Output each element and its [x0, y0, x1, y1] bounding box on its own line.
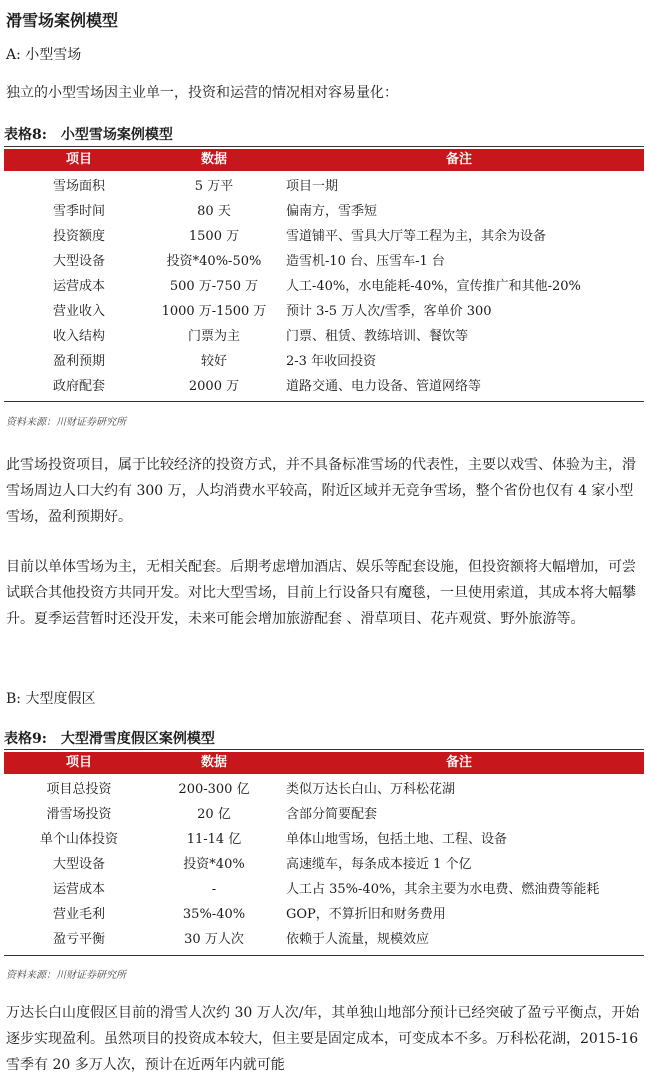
table-row [4, 802, 644, 827]
table-row [4, 374, 644, 399]
cell-item: 运营成本 [52, 279, 105, 294]
table-row [4, 274, 644, 299]
table-row [4, 777, 644, 802]
cell-note: 造雪机-10 台、压雪车-1 台 [286, 254, 445, 269]
table9-caption-label: 表格9: [4, 731, 47, 747]
cell-item: 政府配套 [52, 379, 105, 394]
section-a-intro: 独立的小型雪场因主业单一，投资和运营的情况相对容易量化： [6, 85, 398, 101]
cell-data: 20 亿 [197, 807, 231, 822]
table-row [4, 174, 644, 199]
cell-data: 投资*40%-50% [166, 254, 262, 269]
section-a-heading: A: 小型雪场 [6, 47, 82, 63]
cell-data: 较好 [200, 354, 227, 369]
cell-note: GOP，不算折旧和财务费用 [286, 907, 446, 922]
table-row [4, 827, 644, 852]
table8-bottom-rule [4, 401, 644, 402]
cell-data: 门票为主 [187, 329, 240, 344]
cell-item: 大型设备 [52, 857, 105, 872]
cell-item: 盈亏平衡 [52, 932, 105, 947]
table8-top-rule [4, 146, 644, 147]
table8-caption-title: 小型雪场案例模型 [60, 127, 173, 143]
table8-header-data: 数据 [200, 152, 227, 167]
cell-note: 人工-40%，水电能耗-40%，宣传推广和其他-20% [286, 279, 581, 294]
table-row [4, 324, 644, 349]
cell-note: 偏南方，雪季短 [286, 204, 378, 219]
cell-item: 营业毛利 [52, 907, 105, 922]
section-b-heading: B: 大型度假区 [6, 691, 96, 707]
table-row [4, 902, 644, 927]
cell-data: 11-14 亿 [186, 832, 242, 847]
cell-note: 类似万达长白山、万科松花湖 [286, 782, 456, 797]
paragraph-1: 此雪场投资项目，属于比较经济的投资方式，并不具备标准雪场的代表性，主要以戏雪、体验为主，滑雪场周边人口大约有 300 万，人均消费水平较高，附近区域并无竞争雪场，整个省份也仅有 4 家小型雪场，盈利预期好。 [6, 457, 636, 525]
cell-note: 含部分简要配套 [286, 807, 378, 822]
cell-note: 门票、租赁、教练培训、餐饮等 [286, 329, 469, 344]
paragraph-3: 万达长白山度假区目前的滑雪人次约 30 万人次/年，其单独山地部分预计已经突破了盈亏平衡点，开始逐步实现盈利。虽然项目的投资成本较大，但主要是固定成本，可变成本不多。万科松花湖，2015-16 雪季有 20 多万人次，预计在近两年内就可能 [6, 1005, 640, 1073]
table9-source: 资料来源：川财证券研究所 [6, 970, 126, 981]
cell-item: 雪场面积 [52, 179, 105, 194]
table8-body [4, 174, 644, 399]
cell-item: 单个山体投资 [39, 832, 118, 847]
table-row [4, 224, 644, 249]
cell-note: 人工占 35%-40%，其余主要为水电费、燃油费等能耗 [286, 882, 600, 897]
table8-header-note: 备注 [445, 152, 472, 167]
table8-header-item: 项目 [65, 152, 92, 167]
cell-note: 2-3 年收回投资 [286, 354, 377, 369]
cell-item: 滑雪场投资 [46, 807, 112, 822]
table8-caption-label: 表格8: [4, 127, 47, 143]
table9-header-note: 备注 [445, 755, 472, 770]
cell-data: 80 天 [197, 204, 231, 219]
cell-data: 5 万平 [194, 179, 234, 194]
table-row [4, 299, 644, 324]
table-row [4, 349, 644, 374]
cell-data: 投资*40% [183, 857, 245, 872]
page-title: 滑雪场案例模型 [6, 11, 119, 30]
cell-data: 35%-40% [182, 907, 246, 922]
cell-item: 收入结构 [52, 329, 105, 344]
table9-body [4, 777, 644, 952]
cell-data: - [211, 882, 217, 897]
table-row [4, 927, 644, 952]
cell-item: 雪季时间 [52, 204, 105, 219]
cell-note: 道路交通、电力设备、管道网络等 [286, 379, 482, 394]
cell-item: 营业收入 [52, 304, 105, 319]
table9-bottom-rule [4, 955, 644, 956]
cell-note: 预计 3-5 万人次/雪季，客单价 300 [286, 304, 492, 319]
table8-source: 资料来源：川财证券研究所 [6, 417, 126, 428]
cell-data: 2000 万 [188, 379, 240, 394]
table-row [4, 877, 644, 902]
cell-item: 大型设备 [52, 254, 105, 269]
cell-note: 依赖于人流量，规模效应 [286, 932, 430, 947]
cell-item: 盈利预期 [52, 354, 105, 369]
table9-caption-title: 大型滑雪度假区案例模型 [60, 731, 215, 747]
table8-header [4, 149, 644, 171]
cell-data: 1500 万 [188, 229, 240, 244]
cell-data: 500 万-750 万 [169, 279, 259, 294]
table-row [4, 852, 644, 877]
cell-data: 30 万人次 [184, 932, 244, 947]
table-row [4, 249, 644, 274]
cell-item: 运营成本 [52, 882, 105, 897]
cell-note: 雪道铺平、雪具大厅等工程为主，其余为设备 [286, 229, 547, 244]
cell-item: 项目总投资 [46, 782, 112, 797]
cell-data: 200-300 亿 [178, 782, 250, 797]
table9-header-item: 项目 [65, 755, 92, 770]
cell-note: 高速缆车，每条成本接近 1 个亿 [286, 857, 472, 872]
table-row [4, 199, 644, 224]
cell-item: 投资额度 [52, 229, 105, 244]
table9-header [4, 752, 644, 774]
cell-data: 1000 万-1500 万 [161, 304, 267, 319]
cell-note: 项目一期 [286, 179, 339, 194]
table9-header-data: 数据 [200, 755, 227, 770]
table9-caption [4, 728, 215, 748]
table9-top-rule [4, 749, 644, 750]
table8-caption [4, 124, 173, 144]
cell-note: 单体山地雪场，包括土地、工程、设备 [286, 832, 508, 847]
paragraph-2: 目前以单体雪场为主，无相关配套。后期考虑增加酒店、娱乐等配套设施，但投资额将大幅增加，可尝试联合其他投资方共同开发。对比大型雪场，目前上行设备只有魔毯，一旦使用索道，其成本将大幅攀升。夏季运营暂时还没开发，未来可能会增加旅游配套 、滑草项目、花卉观赏、野外旅游等。 [6, 559, 636, 627]
